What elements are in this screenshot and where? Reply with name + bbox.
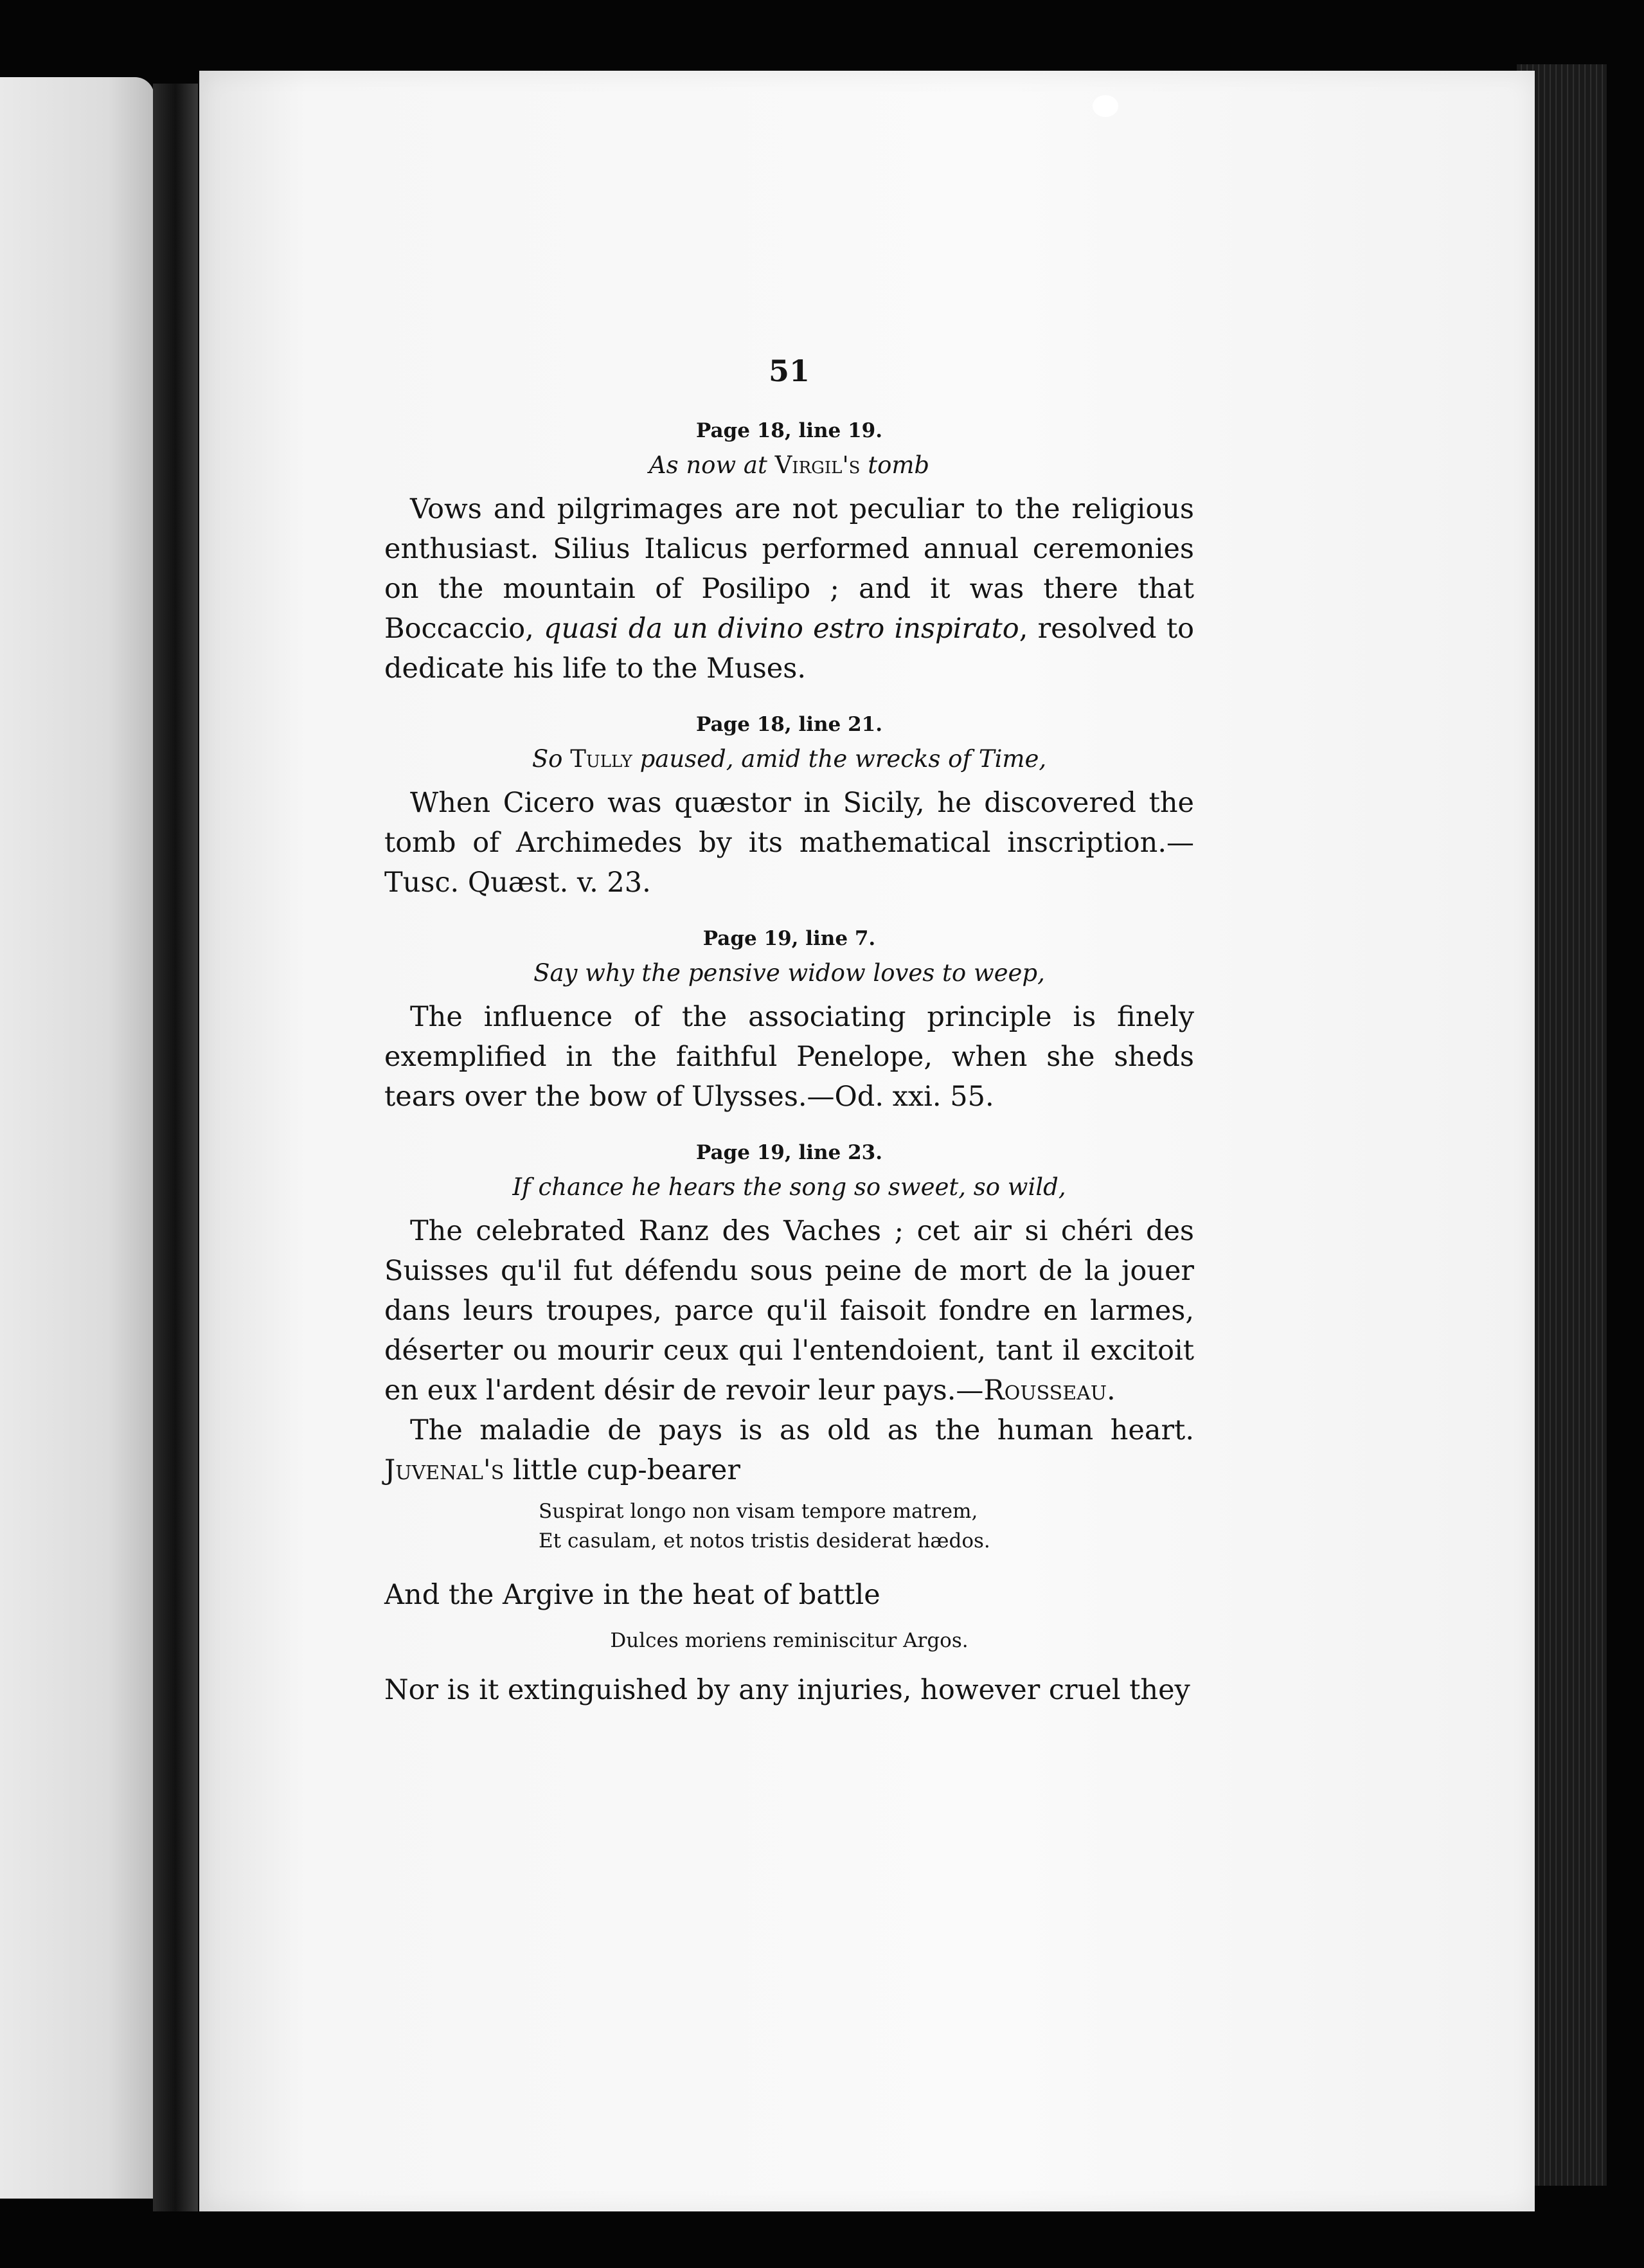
note-reference: Page 19, line 7. [702, 927, 876, 950]
quoted-line: As now at Virgil's tomb [648, 451, 930, 479]
note-paragraph: The maladie de pays is as old as the human heart. Juvenal's little cup-bearer [384, 1414, 1194, 1486]
page-number: 51 [768, 354, 810, 388]
page-text [384, 347, 1194, 1734]
quoted-line: If chance he hears the song so sweet, so wild, [512, 1173, 1066, 1201]
quoted-line: So Tully paused, amid the wrecks of Time, [532, 745, 1047, 773]
facing-page-edge [0, 77, 154, 2199]
scan-speck [1093, 95, 1118, 117]
note-reference: Page 18, line 21. [695, 713, 883, 736]
note-paragraph: And the Argive in the heat of battle [384, 1579, 880, 1611]
note-3 [384, 927, 1194, 1117]
note-4 [384, 1141, 1194, 1710]
note-1 [384, 419, 1194, 688]
latin-verse: Suspirat longo non visam tempore matrem, Et casulam, et notos tristis desiderat hædos. [539, 1500, 990, 1553]
note-body: Vows and pilgrimages are not peculiar to the religious enthusiast. Silius Italicus performed annual ceremonies on the mountain of Posilipo ; and it was there that Boccaccio, quasi da un divino estro inspirato, resolved to dedicate his life to the Muses. [384, 493, 1194, 685]
note-reference: Page 19, line 23. [695, 1141, 883, 1164]
note-body: The celebrated Ranz des Vaches ; cet air si chéri des Suisses qu'il fut défendu sous peine de mort de la jouer dans leurs troupes, parce qu'il faisoit fondre en larmes, déserter ou mourir ceux qui l'entendoient, tant il excitoit en eux l'ardent désir de revoir leur pays.—Rousseau. [384, 1215, 1194, 1407]
note-paragraph: Nor is it extinguished by any injuries, however cruel they [384, 1674, 1190, 1706]
quoted-line: Say why the pensive widow loves to weep, [533, 959, 1045, 987]
note-body: The influence of the associating principle is finely exemplified in the faithful Penelope, when she sheds tears over the bow of Ulysses.—Od. xxi. 55. [384, 1001, 1194, 1113]
note-reference: Page 18, line 19. [695, 419, 883, 442]
book-gutter [153, 84, 198, 2211]
note-body: When Cicero was quæstor in Sicily, he discovered the tomb of Archimedes by its mathematical inscription.—Tusc. Quæst. v. 23. [384, 787, 1194, 899]
latin-verse: Dulces moriens reminiscitur Argos. [610, 1629, 969, 1652]
note-2 [384, 713, 1194, 903]
